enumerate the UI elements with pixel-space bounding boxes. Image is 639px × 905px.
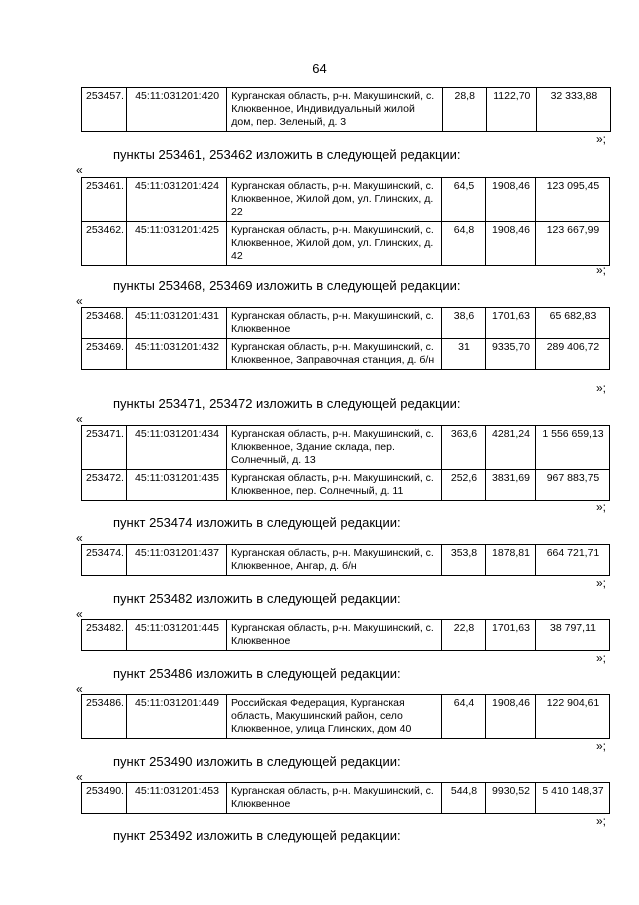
price-per-unit-cell: 1701,63 xyxy=(486,620,536,651)
cadastral-value-cell: 38 797,11 xyxy=(536,620,610,651)
amendment-heading: пункт 253474 изложить в следующей редакции: xyxy=(113,515,401,530)
closing-quote: »; xyxy=(596,132,607,146)
opening-quote: « xyxy=(76,163,83,177)
opening-quote: « xyxy=(76,531,83,545)
item-number-cell: 253468. xyxy=(82,308,127,339)
cadastral-number-cell: 45:11:031201:449 xyxy=(127,695,227,739)
table-row xyxy=(82,222,610,266)
item-number-cell: 253482. xyxy=(82,620,127,651)
table-row xyxy=(82,88,611,132)
area-cell: 353,8 xyxy=(442,545,486,576)
price-per-unit-cell: 1878,81 xyxy=(486,545,536,576)
area-cell: 31 xyxy=(442,339,486,370)
amendment-heading: пункты 253468, 253469 изложить в следующей редакции: xyxy=(113,278,461,293)
closing-quote: »; xyxy=(596,381,607,395)
area-cell: 38,6 xyxy=(442,308,486,339)
table-row xyxy=(82,620,610,651)
cadastral-value-cell: 65 682,83 xyxy=(536,308,610,339)
page-number: 64 xyxy=(312,61,327,76)
cadastral-table xyxy=(81,425,610,501)
cadastral-table xyxy=(81,619,610,651)
price-per-unit-cell: 1908,46 xyxy=(486,222,536,266)
amendment-heading: пункты 253471, 253472 изложить в следующей редакции: xyxy=(113,396,461,411)
cadastral-number-cell: 45:11:031201:432 xyxy=(127,339,227,370)
cadastral-number-cell: 45:11:031201:425 xyxy=(127,222,227,266)
cadastral-table xyxy=(81,544,610,576)
cadastral-number-cell: 45:11:031201:453 xyxy=(127,783,227,814)
cadastral-value-cell: 122 904,61 xyxy=(536,695,610,739)
cadastral-number-cell: 45:11:031201:445 xyxy=(127,620,227,651)
closing-quote: »; xyxy=(596,500,607,514)
area-cell: 64,4 xyxy=(442,695,486,739)
cadastral-number-cell: 45:11:031201:437 xyxy=(127,545,227,576)
amendment-heading: пункт 253490 изложить в следующей редакции: xyxy=(113,754,401,769)
price-per-unit-cell: 1122,70 xyxy=(486,88,536,132)
price-per-unit-cell: 3831,69 xyxy=(486,470,536,501)
closing-quote: »; xyxy=(596,263,607,277)
price-per-unit-cell: 1908,46 xyxy=(486,178,536,222)
area-cell: 64,8 xyxy=(442,222,486,266)
table-row xyxy=(82,783,610,814)
price-per-unit-cell: 1701,63 xyxy=(486,308,536,339)
closing-quote: »; xyxy=(596,651,607,665)
table-row xyxy=(82,695,610,739)
opening-quote: « xyxy=(76,607,83,621)
opening-quote: « xyxy=(76,412,83,426)
address-cell: Курганская область, р-н. Макушинский, с. Клюквенное, Здание склада, пер. Солнечный, д. 13 xyxy=(227,426,442,470)
cadastral-value-cell: 967 883,75 xyxy=(536,470,610,501)
area-cell: 28,8 xyxy=(442,88,486,132)
price-per-unit-cell: 1908,46 xyxy=(486,695,536,739)
amendment-heading: пункт 253482 изложить в следующей редакции: xyxy=(113,591,401,606)
address-cell: Курганская область, р-н. Макушинский, с. Клюквенное xyxy=(227,308,442,339)
cadastral-table xyxy=(81,782,610,814)
cadastral-number-cell: 45:11:031201:420 xyxy=(127,88,227,132)
address-cell: Курганская область, р-н. Макушинский, с. Клюквенное, пер. Солнечный, д. 11 xyxy=(227,470,442,501)
opening-quote: « xyxy=(76,294,83,308)
price-per-unit-cell: 9335,70 xyxy=(486,339,536,370)
area-cell: 64,5 xyxy=(442,178,486,222)
price-per-unit-cell: 9930,52 xyxy=(486,783,536,814)
opening-quote: « xyxy=(76,682,83,696)
amendment-heading: пункт 253492 изложить в следующей редакции: xyxy=(113,828,401,843)
item-number-cell: 253486. xyxy=(82,695,127,739)
cadastral-value-cell: 1 556 659,13 xyxy=(536,426,610,470)
address-cell: Курганская область, р-н. Макушинский, с. Клюквенное, Индивидуальный жилой дом, пер. Зеленый, д. 3 xyxy=(227,88,442,132)
opening-quote: « xyxy=(76,770,83,784)
cadastral-table xyxy=(81,694,610,739)
address-cell: Курганская область, р-н. Макушинский, с. Клюквенное, Жилой дом, ул. Глинских, д. 22 xyxy=(227,178,442,222)
item-number-cell: 253471. xyxy=(82,426,127,470)
cadastral-table xyxy=(81,307,610,370)
table-row xyxy=(82,339,610,370)
cadastral-value-cell: 123 095,45 xyxy=(536,178,610,222)
address-cell: Курганская область, р-н. Макушинский, с. Клюквенное, Ангар, д. б/н xyxy=(227,545,442,576)
item-number-cell: 253474. xyxy=(82,545,127,576)
address-cell: Курганская область, р-н. Макушинский, с. Клюквенное xyxy=(227,783,442,814)
table-row xyxy=(82,426,610,470)
price-per-unit-cell: 4281,24 xyxy=(486,426,536,470)
cadastral-table xyxy=(81,87,611,132)
cadastral-value-cell: 289 406,72 xyxy=(536,339,610,370)
table-row xyxy=(82,178,610,222)
cadastral-value-cell: 123 667,99 xyxy=(536,222,610,266)
area-cell: 22,8 xyxy=(442,620,486,651)
closing-quote: »; xyxy=(596,814,607,828)
cadastral-table xyxy=(81,177,610,266)
item-number-cell: 253469. xyxy=(82,339,127,370)
address-cell: Курганская область, р-н. Макушинский, с. Клюквенное, Жилой дом, ул. Глинских, д. 42 xyxy=(227,222,442,266)
cadastral-value-cell: 5 410 148,37 xyxy=(536,783,610,814)
address-cell: Российская Федерация, Курганская область, Макушинский район, село Клюквенное, улица Глинских, дом 40 xyxy=(227,695,442,739)
address-cell: Курганская область, р-н. Макушинский, с. Клюквенное xyxy=(227,620,442,651)
table-row xyxy=(82,470,610,501)
cadastral-number-cell: 45:11:031201:424 xyxy=(127,178,227,222)
address-cell: Курганская область, р-н. Макушинский, с. Клюквенное, Заправочная станция, д. б/н xyxy=(227,339,442,370)
item-number-cell: 253461. xyxy=(82,178,127,222)
area-cell: 363,6 xyxy=(442,426,486,470)
cadastral-number-cell: 45:11:031201:435 xyxy=(127,470,227,501)
area-cell: 252,6 xyxy=(442,470,486,501)
item-number-cell: 253490. xyxy=(82,783,127,814)
item-number-cell: 253472. xyxy=(82,470,127,501)
cadastral-value-cell: 664 721,71 xyxy=(536,545,610,576)
cadastral-number-cell: 45:11:031201:431 xyxy=(127,308,227,339)
closing-quote: »; xyxy=(596,739,607,753)
amendment-heading: пункт 253486 изложить в следующей редакции: xyxy=(113,666,401,681)
table-row xyxy=(82,308,610,339)
closing-quote: »; xyxy=(596,576,607,590)
table-row xyxy=(82,545,610,576)
item-number-cell: 253462. xyxy=(82,222,127,266)
cadastral-value-cell: 32 333,88 xyxy=(536,88,610,132)
amendment-heading: пункты 253461, 253462 изложить в следующей редакции: xyxy=(113,147,461,162)
cadastral-number-cell: 45:11:031201:434 xyxy=(127,426,227,470)
item-number-cell: 253457. xyxy=(82,88,127,132)
area-cell: 544,8 xyxy=(442,783,486,814)
